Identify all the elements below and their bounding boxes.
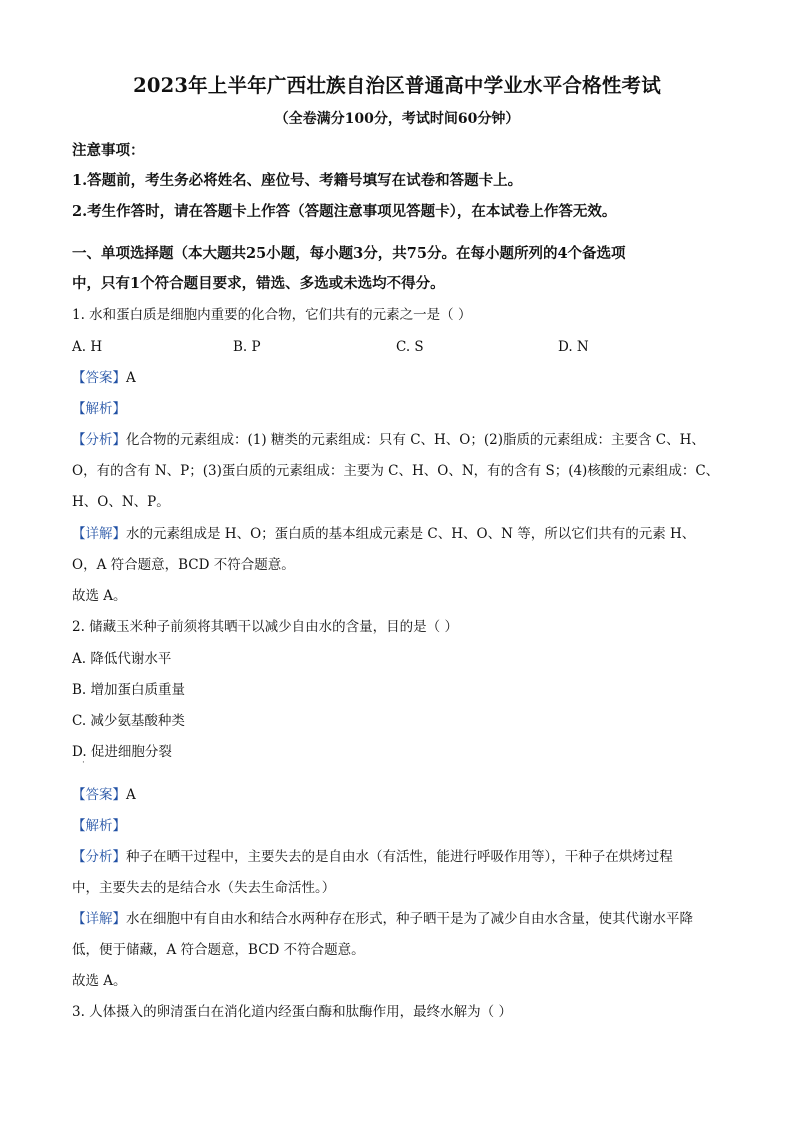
notice-item-1: 1.答题前，考生务必将姓名、座位号、考籍号填写在试卷和答题卡上。 — [72, 172, 523, 189]
xiangjie-tag: 【详解】 — [72, 911, 126, 927]
question-1-conclusion: 故选 A。 — [72, 588, 127, 604]
xiangjie-text: 水在细胞中有自由水和结合水两种存在形式，种子晒干是为了减少自由水含量，使其代谢水平降 — [126, 911, 693, 927]
question-1-option-c: C. S — [396, 339, 424, 355]
question-2-answer — [72, 786, 136, 804]
question-2-option-a: A. 降低代谢水平 — [72, 651, 172, 667]
xiangjie-text: 水的元素组成是 H、O；蛋白质的基本组成元素是 C、H、O、N 等，所以它们共有的元素 H、 — [126, 526, 696, 542]
question-1-fenxi-line-2: O，有的含有 N、P；(3)蛋白质的元素组成：主要为 C、H、O、N，有的含有 S；(4)核酸的元素组成：C、 — [72, 463, 720, 479]
question-2-xiangjie-line-2: 低，便于储藏，A 符合题意，BCD 不符合题意。 — [72, 942, 365, 958]
question-1-xiangjie-line-2: O，A 符合题意，BCD 不符合题意。 — [72, 557, 295, 573]
question-2-option-c: C. 减少氨基酸种类 — [72, 713, 185, 729]
stray-dot: · — [82, 758, 85, 768]
question-2-stem: 2. 储藏玉米种子前须将其晒干以减少自由水的含量，目的是（ ） — [72, 619, 458, 635]
answer-tag: 【答案】 — [72, 370, 126, 386]
fenxi-tag: 【分析】 — [72, 849, 126, 865]
notice-item-2: 2.考生作答时，请在答题卡上作答（答题注意事项见答题卡），在本试卷上作答无效。 — [72, 203, 617, 220]
question-3-stem: 3. 人体摄入的卵清蛋白在消化道内经蛋白酶和肽酶作用，最终水解为（ ） — [72, 1004, 512, 1020]
notice-heading: 注意事项： — [72, 142, 145, 159]
exam-subtitle: （全卷满分100分，考试时间60分钟） — [274, 111, 520, 127]
answer-tag: 【答案】 — [72, 787, 126, 803]
fenxi-tag: 【分析】 — [72, 432, 126, 448]
question-2-conclusion: 故选 A。 — [72, 973, 127, 989]
question-1-analysis-tag: 【解析】 — [72, 401, 126, 417]
question-2-option-d: D. 促进细胞分裂 — [72, 744, 172, 760]
question-1-xiangjie-line-1 — [72, 525, 695, 543]
question-1-fenxi-line-1 — [72, 431, 705, 449]
section-heading-line-2: 中，只有1个符合题目要求，错选、多选或未选均不得分。 — [72, 275, 445, 292]
xiangjie-tag: 【详解】 — [72, 526, 126, 542]
section-heading-line-1: 一、单项选择题（本大题共25小题，每小题3分，共75分。在每小题所列的4个备选项 — [72, 245, 626, 262]
question-1-stem: 1. 水和蛋白质是细胞内重要的化合物，它们共有的元素之一是（ ） — [72, 307, 472, 323]
fenxi-text: 化合物的元素组成：(1) 糖类的元素组成：只有 C、H、O；(2)脂质的元素组成：主要含 C、H、 — [126, 432, 705, 448]
question-2-option-b: B. 增加蛋白质重量 — [72, 682, 186, 698]
fenxi-text: 种子在晒干过程中，主要失去的是自由水（有活性，能进行呼吸作用等），干种子在烘烤过程 — [126, 849, 673, 865]
question-1-option-b: B. P — [233, 339, 261, 355]
question-1-option-a: A. H — [72, 339, 103, 355]
question-2-fenxi-line-1 — [72, 848, 673, 866]
question-2-fenxi-line-2: 中，主要失去的是结合水（失去生命活性。） — [72, 880, 336, 896]
question-2-analysis-tag: 【解析】 — [72, 818, 126, 834]
question-1-answer — [72, 369, 136, 387]
exam-title: 2023年上半年广西壮族自治区普通高中学业水平合格性考试 — [133, 74, 661, 97]
question-2-xiangjie-line-1 — [72, 910, 693, 928]
question-1-option-d: D. N — [558, 339, 589, 355]
answer-value: A — [126, 370, 136, 386]
answer-value: A — [126, 787, 136, 803]
question-1-fenxi-line-3: H、O、N、P。 — [72, 494, 170, 510]
